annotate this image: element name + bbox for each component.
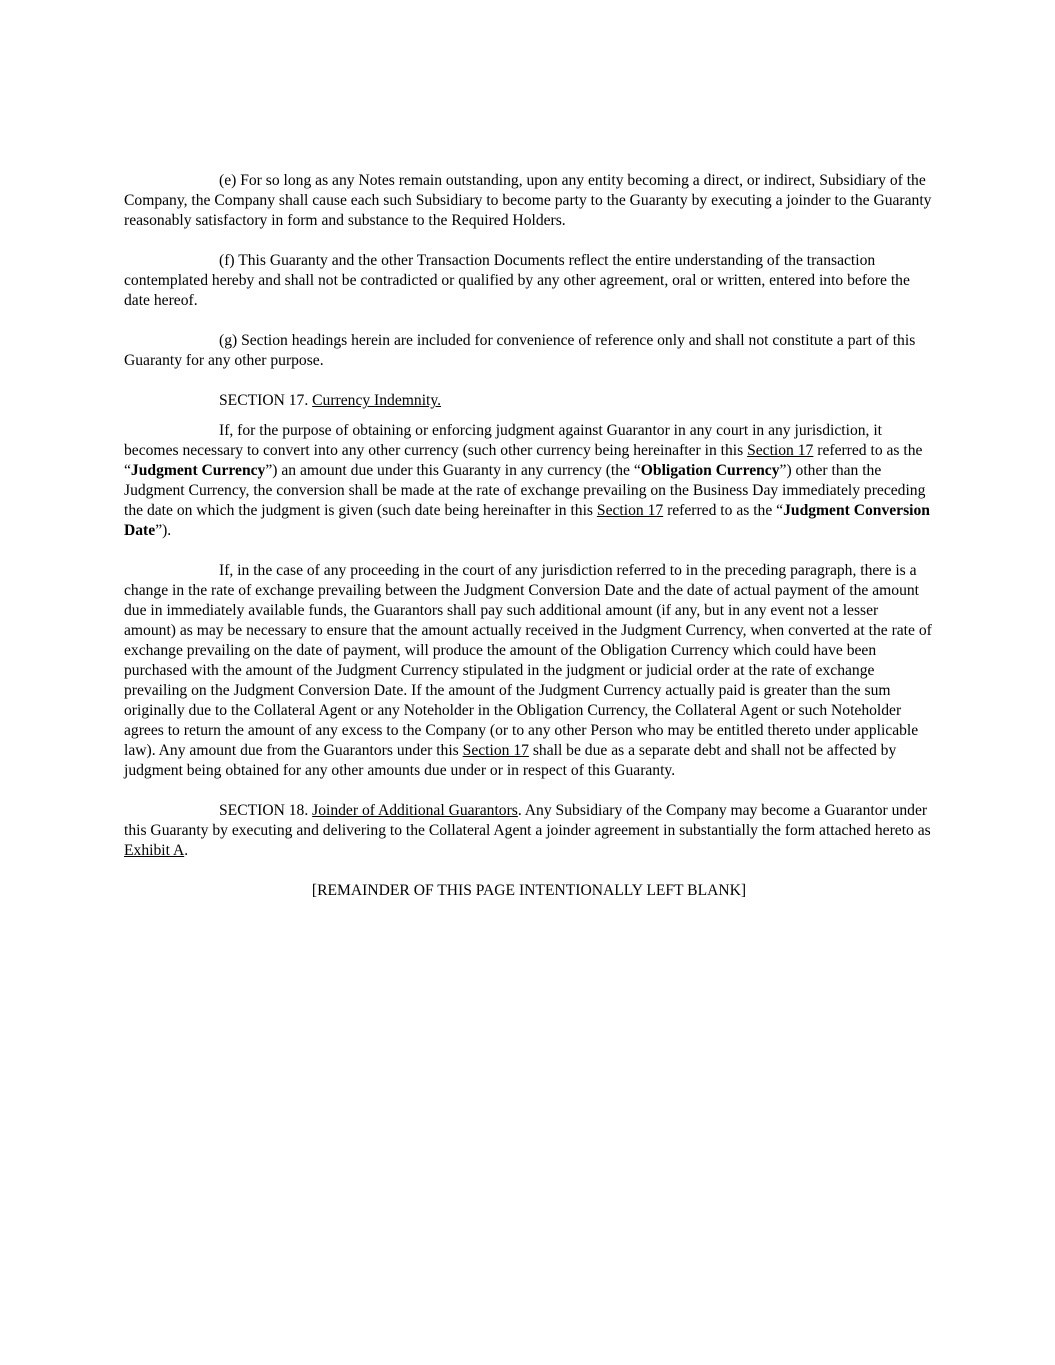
exhibit-a-reference: Exhibit A (124, 842, 185, 859)
defined-term-judgment-currency: Judgment Currency (130, 462, 266, 479)
document-page (124, 171, 934, 901)
text-span: . (184, 842, 189, 859)
section-17-reference: Section 17 (747, 442, 814, 459)
section-18-paragraph (124, 801, 934, 861)
defined-term-obligation-currency: Obligation Currency (640, 462, 780, 479)
paragraph-e: (e) For so long as any Notes remain outstanding, upon any entity becoming a direct, or indirect, Subsidiary of the Company, the Company shall cause each such Subsidiary to become party to the Guaranty by executing a joinder to the Guaranty reasonably satisfactory in form and substance to the Required Holders. (124, 172, 932, 229)
paragraph-f: (f) This Guaranty and the other Transaction Documents reflect the entire understanding of the transaction contemplated hereby and shall not be contradicted or qualified by any other agreement, oral or written, entered into before the date hereof. (124, 252, 910, 309)
text-span: ”) other than the Judgment Currency, the conversion shall be made at the rate of exchange prevailing on the Business Day immediately preceding the date on which the judgment is given (such date being hereinafter in this (124, 462, 926, 519)
section-18-title: Joinder of Additional Guarantors (312, 802, 518, 819)
text-span: ”) an amount due under this Guaranty in any currency (the “ (265, 462, 641, 479)
text-span: If, in the case of any proceeding in the court of any jurisdiction referred to in the preceding paragraph, there is a change in the rate of exchange prevailing between the Judgment Conversion Date and the date of actual payment of the amount due in immediately available funds, the Guarantors shall pay such additional amount (if any, but in any event not a lesser amount) as may be necessary to ensure that the amount actually received in the Judgment Currency, when converted at the rate of exchange prevailing on the date of payment, will produce the amount of the Obligation Currency which could have been purchased with the amount of the Judgment Currency stipulated in the judgment or judicial order at the rate of exchange prevailing on the Judgment Conversion Date. If the amount of the Judgment Currency actually paid is greater than the sum originally due to the Collateral Agent or any Noteholder in the Obligation Currency, the Collateral Agent or such Noteholder agrees to return the amount of any excess to the Company (or to any other Person who may be entitled thereto under applicable law). Any amount due from the Guarantors under this (124, 562, 932, 759)
text-span: shall be due as a separate debt and shall not be affected by judgment being obtained for any other amounts due under or in respect of this Guaranty. (124, 742, 897, 779)
defined-term-judgment-conversion-date: Judgment Conversion Date (124, 502, 930, 539)
text-span: If, for the purpose of obtaining or enforcing judgment against Guarantor in any court in any jurisdiction, it becomes necessary to convert into any other currency (such other currency being hereinafter in this (124, 422, 883, 459)
section-18-number: SECTION 18. (219, 802, 309, 819)
section-17-reference: Section 17 (462, 742, 529, 759)
text-span: . Any Subsidiary of the Company may become a Guarantor under this Guaranty by executing and delivering to the Collateral Agent a joinder agreement in substantially the form attached hereto as (124, 802, 931, 839)
section-17-paragraph-1 (124, 421, 934, 541)
section-17-reference: Section 17 (596, 502, 664, 519)
paragraph-g: (g) Section headings herein are included for convenience of reference only and shall not constitute a part of this Guaranty for any other purpose. (124, 332, 916, 369)
text-span: ”). (155, 522, 172, 539)
remainder-blank-notice: [REMAINDER OF THIS PAGE INTENTIONALLY LEFT BLANK] (311, 882, 747, 899)
section-17-number: SECTION 17. (219, 392, 309, 409)
section-17-heading (124, 391, 934, 411)
text-span: referred to as the “ (663, 502, 784, 519)
text-span: referred to as the “ (124, 442, 923, 479)
section-17-paragraph-2 (124, 561, 934, 781)
section-17-title: Currency Indemnity. (312, 392, 442, 409)
